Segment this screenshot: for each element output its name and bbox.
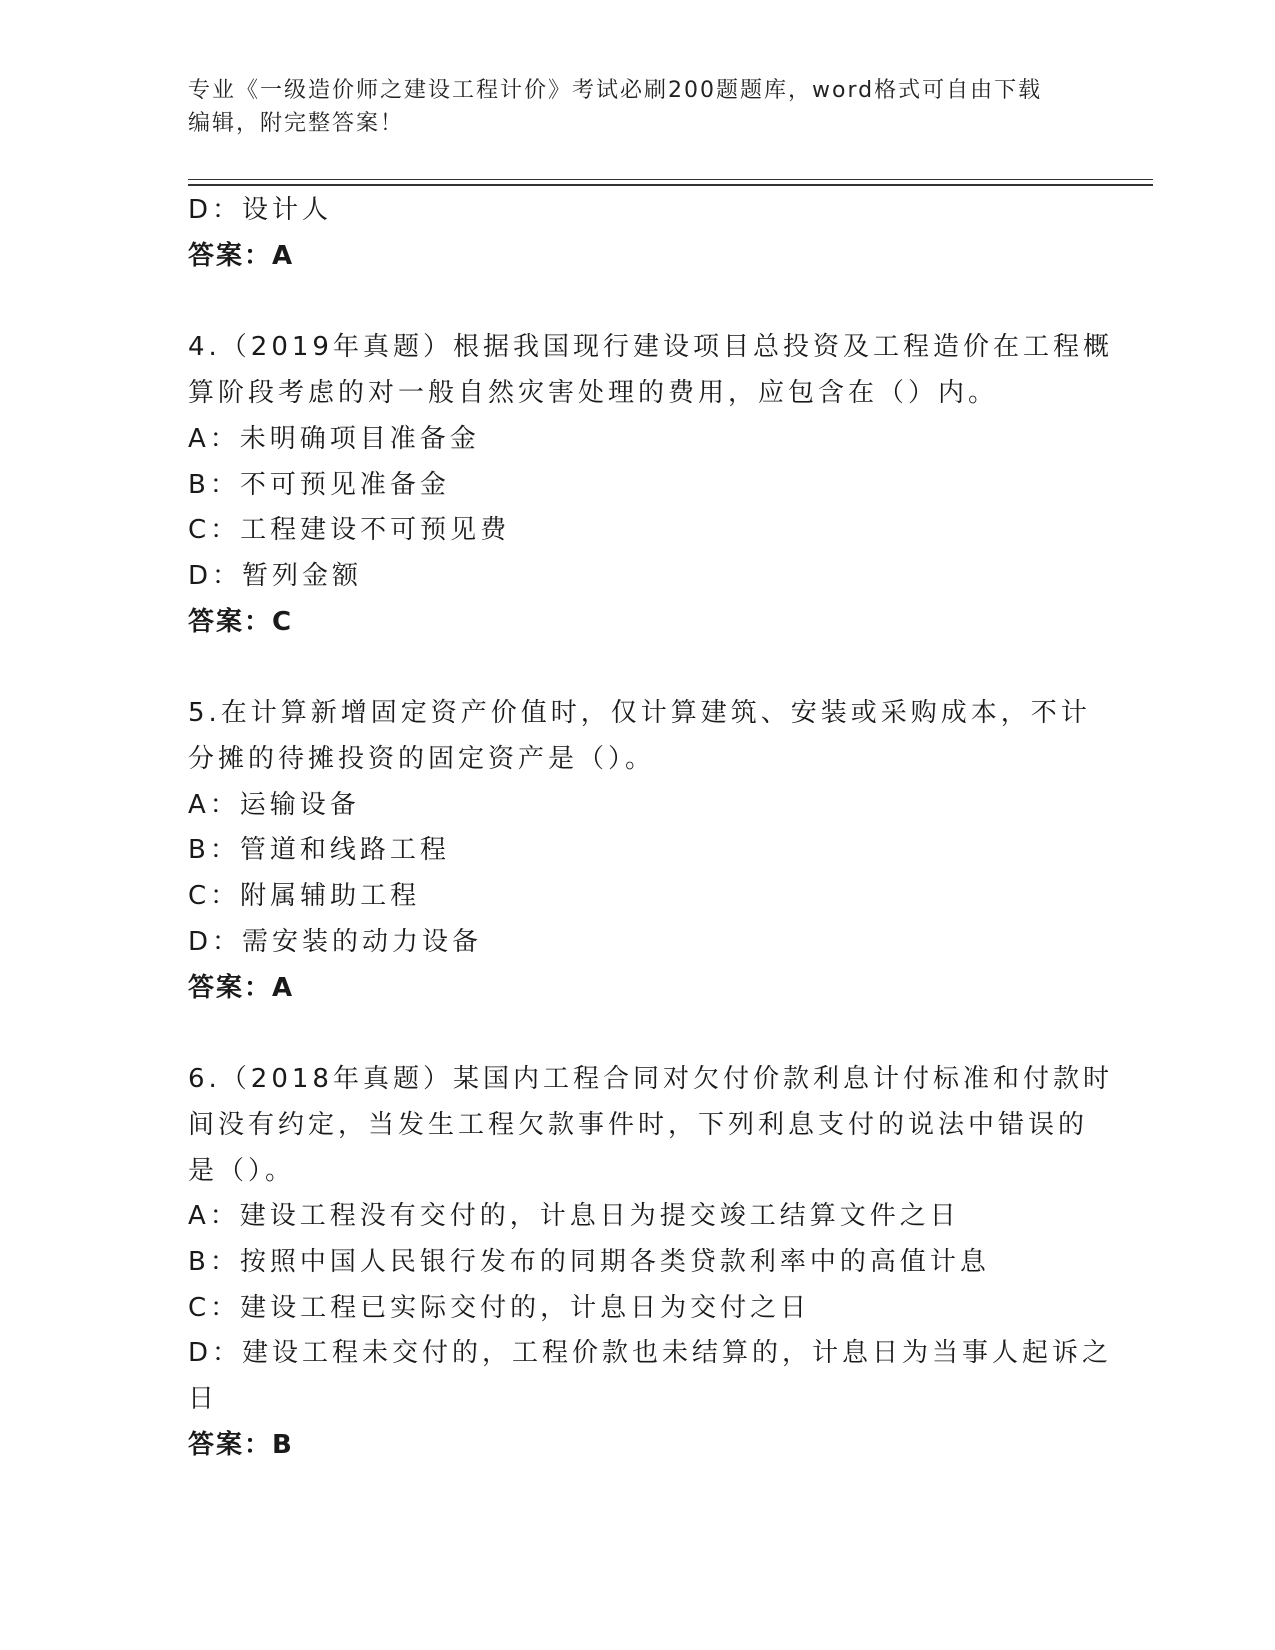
partial-answer: 答案：A <box>188 240 295 271</box>
question-5-stem <box>188 691 1091 782</box>
question-4-stem <box>188 325 1113 416</box>
spacer <box>188 279 1088 325</box>
option-a: A：未明确项目准备金 <box>188 423 480 454</box>
header-line-1: 专业《一级造价师之建设工程计价》考试必刷200题题库，word格式可自由下载 <box>188 78 1043 103</box>
question-stem-line: 6.（2018年真题）某国内工程合同对欠付价款利息计付标准和付款时 <box>188 1064 1113 1095</box>
header-rule-thick <box>188 184 1153 186</box>
option-a: A：运输设备 <box>188 789 360 820</box>
partial-option-d: D：设计人 <box>188 195 333 225</box>
question-6 <box>188 1057 1113 1468</box>
question-stem-line: 分摊的待摊投资的固定资产是（）。 <box>188 744 656 775</box>
header-line-2: 编辑，附完整答案！ <box>188 111 405 136</box>
question-content <box>188 188 1113 1469</box>
spacer <box>188 645 1088 691</box>
question-stem-line: 4.（2019年真题）根据我国现行建设项目总投资及工程造价在工程概 <box>188 332 1113 363</box>
option-d-continued: 日 <box>188 1384 219 1415</box>
option-b: B：按照中国人民银行发布的同期各类贷款利率中的高值计息 <box>188 1247 990 1278</box>
spacer <box>188 1011 1088 1057</box>
answer: 答案：A <box>188 972 295 1003</box>
option-a: A：建设工程没有交付的，计息日为提交竣工结算文件之日 <box>188 1201 960 1232</box>
option-d: D：建设工程未交付的，工程价款也未结算的，计息日为当事人起诉之 <box>188 1338 1113 1369</box>
option-c: C：附属辅助工程 <box>188 881 421 912</box>
answer: 答案：C <box>188 606 294 637</box>
document-header <box>188 74 1088 140</box>
option-b: B：不可预见准备金 <box>188 469 450 500</box>
question-stem-line: 间没有约定，当发生工程欠款事件时，下列利息支付的说法中错误的 <box>188 1109 1089 1140</box>
question-stem-line: 5.在计算新增固定资产价值时，仅计算建筑、安装或采购成本，不计 <box>188 698 1091 729</box>
question-5 <box>188 691 1091 1011</box>
question-stem-line: 是（）。 <box>188 1155 296 1186</box>
option-c: C：工程建设不可预见费 <box>188 515 511 546</box>
question-stem-line: 算阶段考虑的对一般自然灾害处理的费用，应包含在（）内。 <box>188 378 999 409</box>
option-b: B：管道和线路工程 <box>188 835 450 866</box>
question-4 <box>188 325 1113 645</box>
answer: 答案：B <box>188 1429 294 1460</box>
option-d: D：需安装的动力设备 <box>188 926 483 957</box>
header-rule-thin <box>188 179 1153 180</box>
question-6-stem <box>188 1057 1113 1194</box>
option-d: D：暂列金额 <box>188 560 363 591</box>
option-c: C：建设工程已实际交付的，计息日为交付之日 <box>188 1292 811 1323</box>
